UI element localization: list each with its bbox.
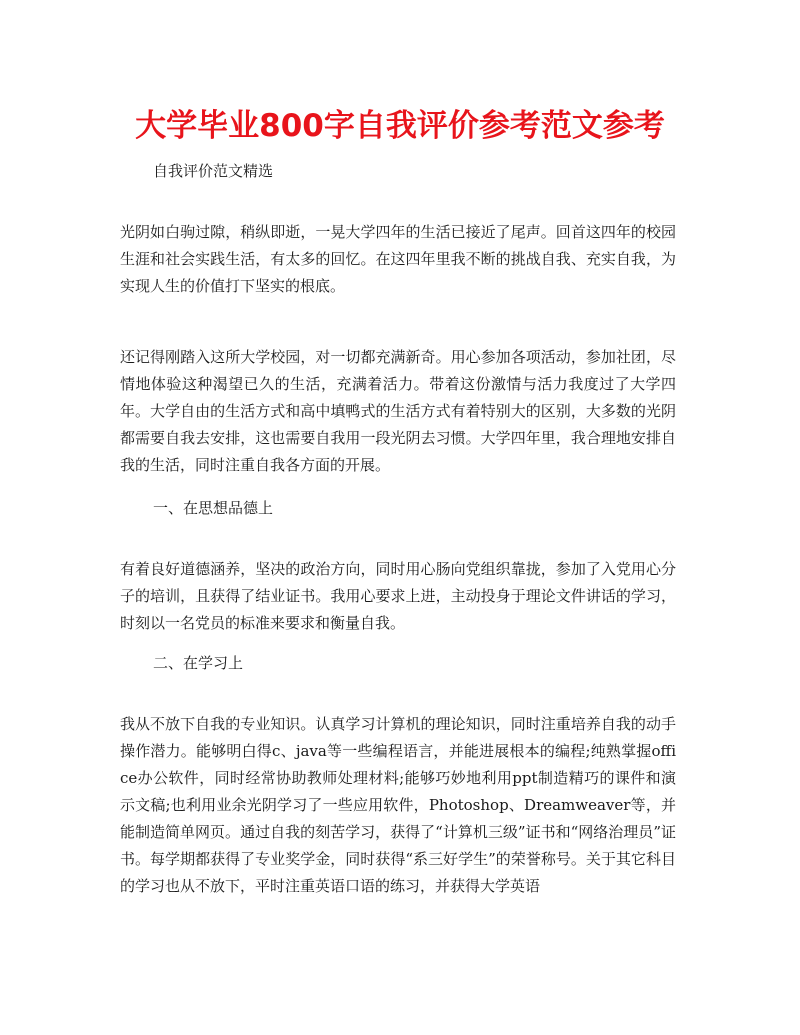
paragraph-ideology: 有着良好道德涵养，坚决的政治方向，同时用心肠向党组织靠拢，参加了入党用心分子的培训，且获得了结业证书。我用心要求上进，主动投身于理论文件讲话的学习，时刻以一名党员的标准来要求和衡量自我。 (120, 560, 676, 632)
paragraph-campus-life: 还记得刚踏入这所大学校园，对一切都充满新奇。用心参加各项活动，参加社团，尽情地体验这种渴望已久的生活，充满着活力。带着这份激情与活力我度过了大学四年。大学自由的生活方式和高中填鸭式的生活方式有着特别大的区别，大多数的光阴都需要自我去安排，这也需要自我用一段光阴去习惯。大学四年里，我合理地安排自我的生活，同时注重自我各方面的开展。 (120, 348, 676, 474)
document-subtitle: 自我评价范文精选 (153, 162, 274, 180)
section-heading-ideology: 一、在思想品德上 (153, 499, 274, 517)
section-heading-study: 二、在学习上 (153, 654, 244, 672)
document-title: 大学毕业800字自我评价参考范文参考 (135, 108, 665, 144)
paragraph-study: 我从不放下自我的专业知识。认真学习计算机的理论知识，同时注重培养自我的动手操作潜力。能够明白得c、java等一些编程语言，并能进展根本的编程;纯熟掌握office办公软件，同时经常协助教师处理材料;能够巧妙地利用ppt制造精巧的课件和演示文稿;也利用业余光阴学习了一些应用软件，Photoshop、Dreamweaver等，并能制造简单网页。通过自我的刻苦学习，获得了“计算机三级”证书和“网络治理员”证书。每学期都获得了专业奖学金，同时获得“系三好学生”的荣誉称号。关于其它科目的学习也从不放下，平时注重英语口语的练习，并获得大学英语 (120, 715, 676, 895)
paragraph-intro: 光阴如白驹过隙，稍纵即逝，一晃大学四年的生活已接近了尾声。回首这四年的校园生涯和社会实践生活，有太多的回忆。在这四年里我不断的挑战自我、充实自我，为实现人生的价值打下坚实的根底。 (120, 223, 676, 295)
